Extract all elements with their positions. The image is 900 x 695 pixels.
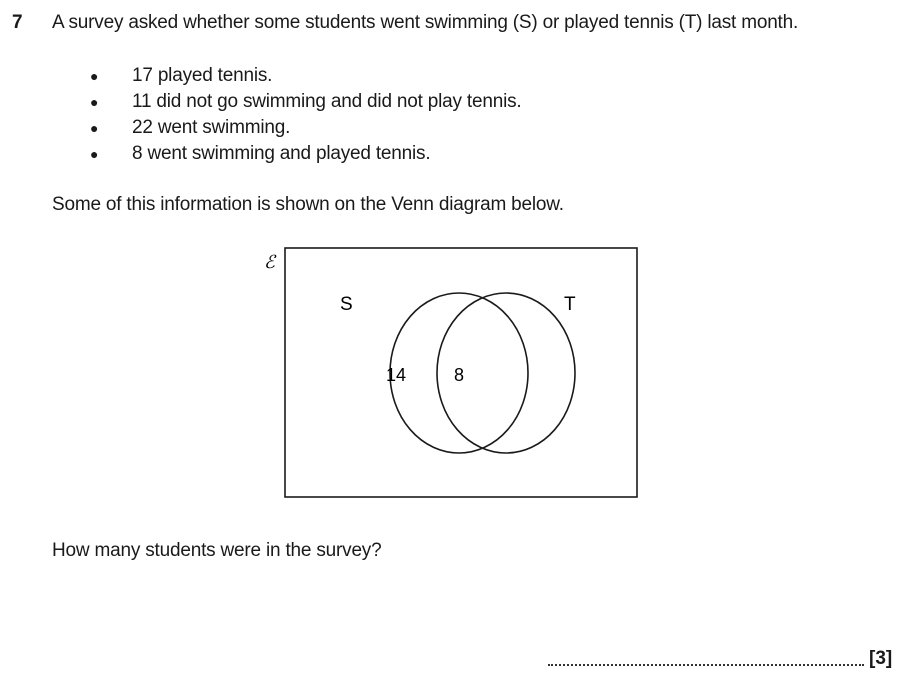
- bullet-icon: ●: [90, 120, 99, 136]
- answer-line[interactable]: [548, 664, 864, 666]
- only-s-value: 14: [386, 365, 407, 385]
- venn-diagram: [250, 240, 650, 505]
- universal-set-symbol: ℰ: [264, 252, 275, 272]
- info-line: Some of this information is shown on the Venn diagram below.: [52, 194, 564, 215]
- question-number: 7: [12, 12, 23, 33]
- bullet-text: 22 went swimming.: [132, 117, 291, 138]
- bullet-text: 11 did not go swimming and did not play tennis.: [132, 91, 522, 112]
- bullet-item: [90, 63, 522, 89]
- set-s-label: S: [340, 294, 353, 315]
- bullet-text: 17 played tennis.: [132, 65, 273, 86]
- bullet-icon: ●: [90, 146, 99, 162]
- question-text: A survey asked whether some students went swimming (S) or played tennis (T) last month.: [52, 12, 799, 33]
- bullet-item: [90, 141, 522, 167]
- bullet-icon: ●: [90, 94, 99, 110]
- bullet-icon: ●: [90, 68, 99, 84]
- bullet-item: [90, 115, 522, 141]
- set-t-label: T: [564, 294, 576, 315]
- question-prompt: How many students were in the survey?: [52, 540, 382, 561]
- bullet-item: [90, 89, 522, 115]
- intersection-value: 8: [454, 365, 465, 385]
- marks-label: [3]: [869, 648, 893, 669]
- bullet-list: [90, 63, 522, 167]
- bullet-text: 8 went swimming and played tennis.: [132, 143, 431, 164]
